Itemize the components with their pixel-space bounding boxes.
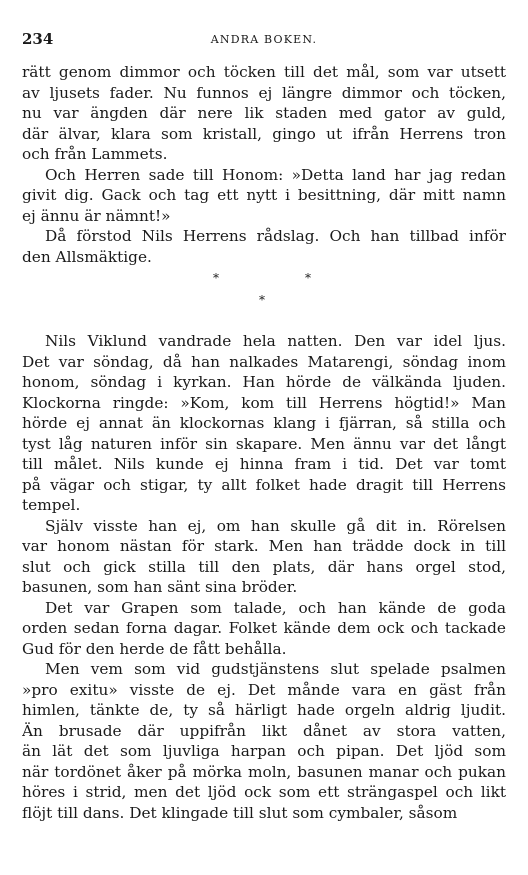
text-line: Klockorna ringde: »Kom, kom till Herrens högtid!» Man	[22, 393, 506, 412]
text-line: till målet. Nils kunde ej hinna fram i tid. Det var tomt	[22, 455, 506, 473]
text-line: flöjt till dans. Det klingade till slut som cymbaler, såsom	[22, 803, 458, 822]
text-section-after-break	[22, 331, 506, 823]
text-section-before-break	[22, 62, 506, 267]
separator-star: *	[259, 293, 265, 307]
text-line: Det var söndag, då han nalkades Matarengi, söndag inom	[22, 352, 506, 371]
page-number: 234	[22, 30, 54, 48]
paragraph	[22, 165, 506, 227]
text-line: Nils Viklund vandrade hela natten. Den var idel ljus.	[45, 332, 506, 350]
text-line: Det var Grapen som talade, och han kände de goda	[45, 598, 506, 617]
text-line: än lät det som ljuvliga harpan och pipan. Det ljöd som	[22, 742, 506, 760]
paragraph	[22, 331, 506, 516]
text-line: Då förstod Nils Herrens rådslag. Och han tillbad inför	[45, 227, 506, 245]
text-line: Gud för den herde de fått behålla.	[22, 639, 287, 658]
paragraph	[22, 226, 506, 267]
text-line: var honom nästan för stark. Men han trädde dock in till	[22, 537, 506, 555]
page-body	[22, 62, 506, 823]
text-line: ej ännu är nämnt!»	[22, 206, 171, 225]
text-line: orden sedan forna dagar. Folket kände dem ock och tackade	[22, 619, 506, 637]
paragraph	[22, 516, 506, 598]
text-line: Men vem som vid gudstjänstens slut spelade psalmen	[45, 660, 506, 678]
text-line: honom, söndag i kyrkan. Han hörde de välkända ljuden.	[22, 373, 506, 391]
separator-star: *	[213, 271, 219, 285]
text-line: rätt genom dimmor och töcken till det mål, som var utsett	[22, 63, 506, 81]
text-line: basunen, som han sänt sina bröder.	[22, 578, 298, 596]
text-line: av ljusets fader. Nu funnos ej längre dimmor och töcken,	[22, 83, 506, 102]
text-line: på vägar och stigar, ty allt folket hade dragit till Herrens	[22, 475, 506, 494]
section-separator	[22, 271, 506, 331]
paragraph	[22, 62, 506, 165]
text-line: där älvar, klara som kristall, gingo ut ifrån Herrens tron	[22, 124, 506, 143]
text-line: den Allsmäktige.	[22, 247, 152, 266]
running-head: ANDRA BOKEN.	[210, 33, 318, 46]
text-line: Själv visste han ej, om han skulle gå dit in. Rörelsen	[45, 516, 506, 535]
paragraph	[22, 598, 506, 660]
text-line: Och Herren sade till Honom: »Detta land har jag redan	[45, 165, 506, 184]
text-line: tempel.	[22, 496, 81, 514]
text-line: nu var ängden där nere lik staden med gator av guld,	[22, 104, 506, 122]
text-line: Än brusade där uppifrån likt dånet av stora vatten,	[22, 721, 506, 740]
text-line: givit dig. Gack och tag ett nytt i besittning, där mitt namn	[22, 186, 506, 204]
paragraph	[22, 659, 506, 823]
page-header	[22, 30, 506, 52]
text-line: när tordönet åker på mörka moln, basunen manar och pukan	[22, 762, 506, 781]
text-line: hörde ej annat än klockornas klang i fjärran, så stilla och	[22, 414, 506, 432]
text-line: himlen, tänkte de, ty så härligt hade orgeln aldrig ljudit.	[22, 701, 506, 719]
text-line: »pro exitu» visste de ej. Det månde vara en gäst från	[22, 680, 506, 699]
text-line: slut och gick stilla till den plats, där hans orgel stod,	[22, 557, 506, 576]
text-line: höres i strid, men det ljöd ock som ett strängaspel och likt	[22, 783, 506, 801]
text-line: tyst låg naturen inför sin skapare. Men ännu var det långt	[22, 434, 506, 453]
text-line: och från Lammets.	[22, 145, 168, 163]
separator-star: *	[305, 271, 311, 285]
